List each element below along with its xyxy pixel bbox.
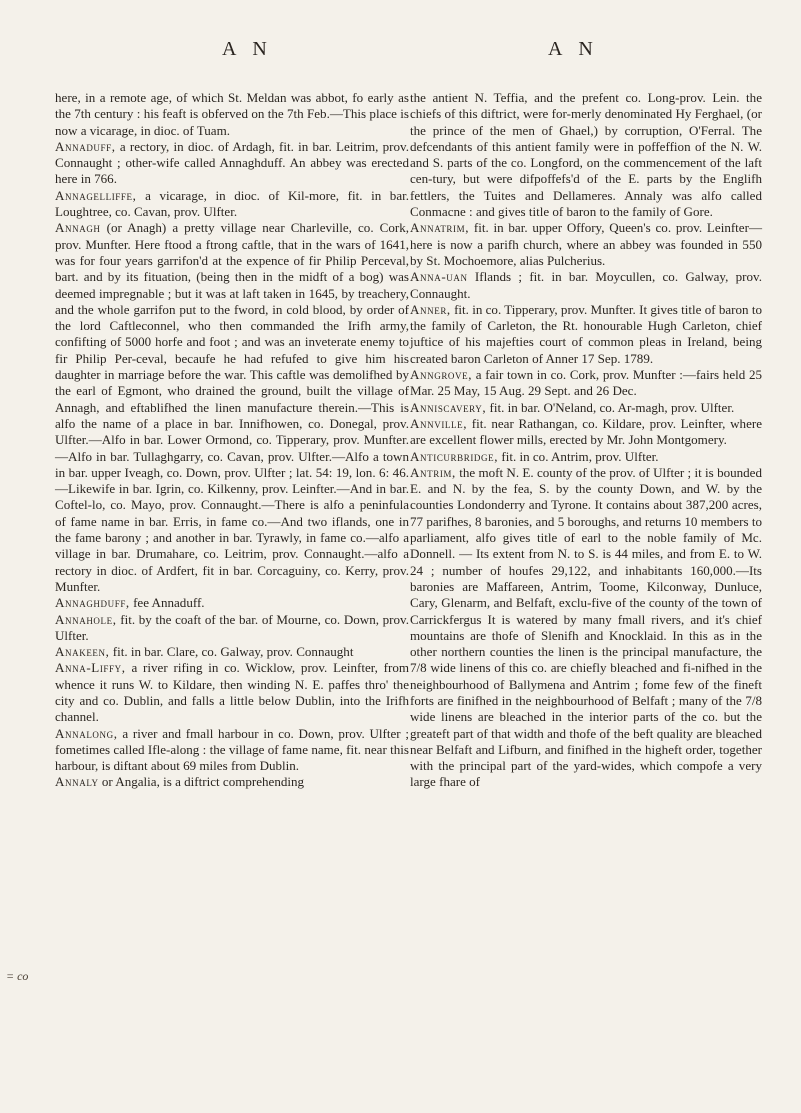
entry-text: the antient N. Teffia, and the prefent co. Long-prov. Lein. the chiefs of this diftrict, were for-merly denominated Hy Ferghael, (or the prince of the men of Ghael,) by corruption, O'Ferral. The defcendants of this antient family were in poffeffion of the N. W. and S. parts of the co. Longford, on the commencement of the laft cen-tury, but were difpoffefs'd of the E. parts by the Englifh fettlers, the Tuites and Dellameres. Annaly was alfo called Conmacne : and gives title of baron to the family of Gore. bbox=[410, 90, 762, 220]
entry-text: the moft N. E. county of the prov. of Ulfter ; it is bounded E. and N. by the fea, S. by the county Down, and W. by the counties Londonderry and Tyrone. It contains about 387,200 acres, 77 parifhes, 8 baronies, and 5 boroughs, and returns 10 members to parliament, alfo gives title of earl to the noble family of Mc. Donnell. — Its extent from N. to S. is 44 miles, and from E. to W. 24 ; number of houfes 29,122, and inhabitants 160,000.—Its baronies are Maffareen, Antrim, Toome, Kilconway, Dunluce, Cary, Glenarm, and Belfaft, exclu-five of the county of the town of Carrickfergus It is watered by many fmall rivers, and it's chief mountains are thofe of Slenifh and Knocklaid. In this as in the other northern counties the linen is the principal manufacture, the 7/8 wide linens of this co. are chiefly bleached and fi-nifhed in the neighbourhood of Ballymena and Antrim ; fome few of the fineft forts are finifhed in the neighbourhood of Belfaft ; many of the 7/8 wide linens are bleached in the interior parts of the co. but the greateft part of that width and thofe of the beft quality are bleached near Belfaft and Lifburn, and finifhed in the higheft order, together with the principal part of the yard-wides, which compofe a very large fhare of bbox=[410, 464, 763, 790]
continued-text bbox=[55, 90, 409, 139]
entry-headword: Annaly bbox=[55, 774, 99, 790]
entry-text: fit. in co. Antrim, prov. Ulfter. bbox=[501, 448, 659, 464]
entry-headword: Antrim, bbox=[410, 464, 456, 480]
entry-headword: Anner, bbox=[410, 301, 451, 317]
entry-text: fit. near Rathangan, co. Kildare, prov. Leinfter, where are excellent flower mills, erected by Mr. John Montgomery. bbox=[410, 415, 763, 448]
dictionary-entry bbox=[410, 416, 762, 449]
entry-headword: Anniscavery, bbox=[410, 399, 487, 415]
entry-text: a fair town in co. Cork, prov. Munfter :—fairs held 25 Mar. 25 May, 15 Aug. 29 Sept. and 26 Dec. bbox=[410, 367, 762, 399]
entry-text: (or Anagh) a pretty village near Charleville, co. Cork, prov. Munfter. Here ftood a ftrong caftle, that in the wars of 1641, was for four years garrifon'd at the expence of fir Philip Perceval, bart. and by its fituation, (being then in the midft of a bog) was deemed impregnable ; but it was at laft taken in 1645, by treachery, and the whole garrifon put to the fword, in cold blood, by order of the lord Caftleconnel, who then commanded the Irifh army, confifting of 5000 horfe and foot ; and was an inveterate enemy to fir Philip Per-ceval, becaufe he had refufed to give him his daughter in marriage before the war. This caftle was demolifhed by the earl of Egmont, who drained the ground, built the village of Annagh, and eftablifhed the linen manufacture therein.—This is alfo the name of a place in bar. Innifhowen, co. Donegal, prov. Ulfter.—Alfo in bar. Lower Ormond, co. Tipperary, prov. Munfter.—Alfo in bar. Tullaghgarry, co. Cavan, prov. Ulfter.—Alfo a town in bar. upper Iveagh, co. Down, prov. Ulfter ; lat. 54: 19, lon. 6: 46.—Likewife in bar. Igrin, co. Kilkenny, prov. Leinfter.—And in bar. Coftel-lo, co. Mayo, prov. Connaught.—There is alfo a peninfula of fame name in bar. Erris, in fame co.—And two iflands, one in the fame barony ; and another in bar. Tyrawly, in fame co.—alfo a village in bar. Drumahare, co. Leitrim, prov. Connaught.—alfo a rectory in dioc. of Ardfert, fit in bar. Corcaguiny, co. Kerry, prov. Munfter. bbox=[55, 220, 409, 594]
entry-text: fit. in bar. upper Offory, Queen's co. prov. Leinfter—here is now a parifh church, where an abbey was founded in 550 by St. Mochoemore, alias Pulcherius. bbox=[410, 220, 762, 268]
entry-headword: Anngrove, bbox=[410, 367, 473, 383]
continued-text bbox=[410, 90, 762, 220]
dictionary-entry bbox=[410, 269, 762, 302]
entry-headword: Annagelliffe, bbox=[55, 187, 137, 203]
entry-text: Iflands ; fit. in bar. Moycullen, co. Galway, prov. Connaught. bbox=[410, 269, 762, 301]
entry-text: here, in a remote age, of which St. Meldan was abbot, fo early as the 7th century : his feaft is obferved on the 7th Feb.—This place is now a vicarage, in dioc. of Tuam. bbox=[55, 90, 409, 138]
entry-text: a river and fmall harbour in co. Down, prov. Ulfter ; fometimes called Ifle-along : the village of fame name, fit. near this harbour, is diftant about 69 miles from Dublin. bbox=[55, 725, 409, 774]
entry-text: fit. in bar. O'Neland, co. Ar-magh, prov. Ulfter. bbox=[489, 399, 735, 415]
entry-headword: Annalong, bbox=[55, 725, 118, 741]
entry-text: a river rifing in co. Wicklow, prov. Leinfter, from whence it runs W. to Kildare, then winding N. E. paffes thro' the city and co. Dublin, and falls a little below Dublin, into the Irifh channel. bbox=[55, 660, 410, 725]
entry-text: or Angalia, is a diftrict comprehending bbox=[101, 774, 305, 790]
entry-headword: Anakeen, bbox=[55, 644, 110, 660]
entry-headword: Anna-uan bbox=[410, 269, 468, 285]
running-header-right: A N bbox=[548, 38, 599, 60]
dictionary-entry bbox=[55, 188, 409, 221]
dictionary-entry bbox=[55, 139, 409, 188]
entry-text: a rectory, in dioc. of Ardagh, fit. in bar. Leitrim, prov. Connaught ; other-wife called Annaghduff. An abbey was erected here in 766. bbox=[55, 138, 409, 187]
dictionary-entry bbox=[55, 595, 409, 611]
dictionary-entry bbox=[410, 449, 762, 465]
entry-text: fit. by the coaft of the bar. of Mourne, co. Down, prov. Ulfter. bbox=[55, 611, 409, 643]
entry-headword: Annaduff, bbox=[55, 138, 116, 154]
entry-headword: Annagh bbox=[55, 220, 101, 236]
dictionary-entry bbox=[410, 465, 762, 791]
entry-headword: Anticurbridge, bbox=[410, 448, 499, 464]
running-header-left: A N bbox=[222, 38, 273, 60]
entry-headword: Annaghduff, bbox=[55, 595, 130, 611]
dictionary-entry bbox=[55, 220, 409, 595]
dictionary-entry bbox=[55, 726, 409, 775]
margin-annotation: = co bbox=[6, 969, 29, 983]
entry-text: fit. in bar. Clare, co. Galway, prov. Connaught bbox=[112, 644, 354, 660]
dictionary-entry bbox=[55, 774, 409, 790]
left-column bbox=[55, 90, 409, 791]
entry-headword: Annahole, bbox=[55, 611, 117, 627]
dictionary-entry bbox=[410, 220, 762, 269]
right-column bbox=[410, 90, 762, 791]
entry-text: a vicarage, in dioc. of Kil-more, fit. in bar. Loughtree, co. Cavan, prov. Ulfter. bbox=[55, 187, 410, 220]
entry-headword: Annatrim, bbox=[410, 220, 470, 236]
dictionary-entry bbox=[410, 302, 762, 367]
dictionary-entry bbox=[55, 644, 409, 660]
dictionary-entry bbox=[410, 367, 762, 400]
entry-headword: Anna-Liffy, bbox=[55, 660, 126, 676]
entry-text: fit. in co. Tipperary, prov. Munfter. It gives title of baron to the family of Carleton, the Rt. honourable Hugh Carleton, chief juftice of his majefties court of common pleas in Ireland, being created baron Carleton of Anner 17 Sep. 1789. bbox=[410, 301, 762, 366]
dictionary-entry bbox=[55, 660, 409, 725]
dictionary-entry bbox=[55, 612, 409, 645]
entry-text: fee Annaduff. bbox=[133, 595, 205, 611]
entry-headword: Annville, bbox=[410, 415, 468, 431]
dictionary-entry bbox=[410, 400, 762, 416]
